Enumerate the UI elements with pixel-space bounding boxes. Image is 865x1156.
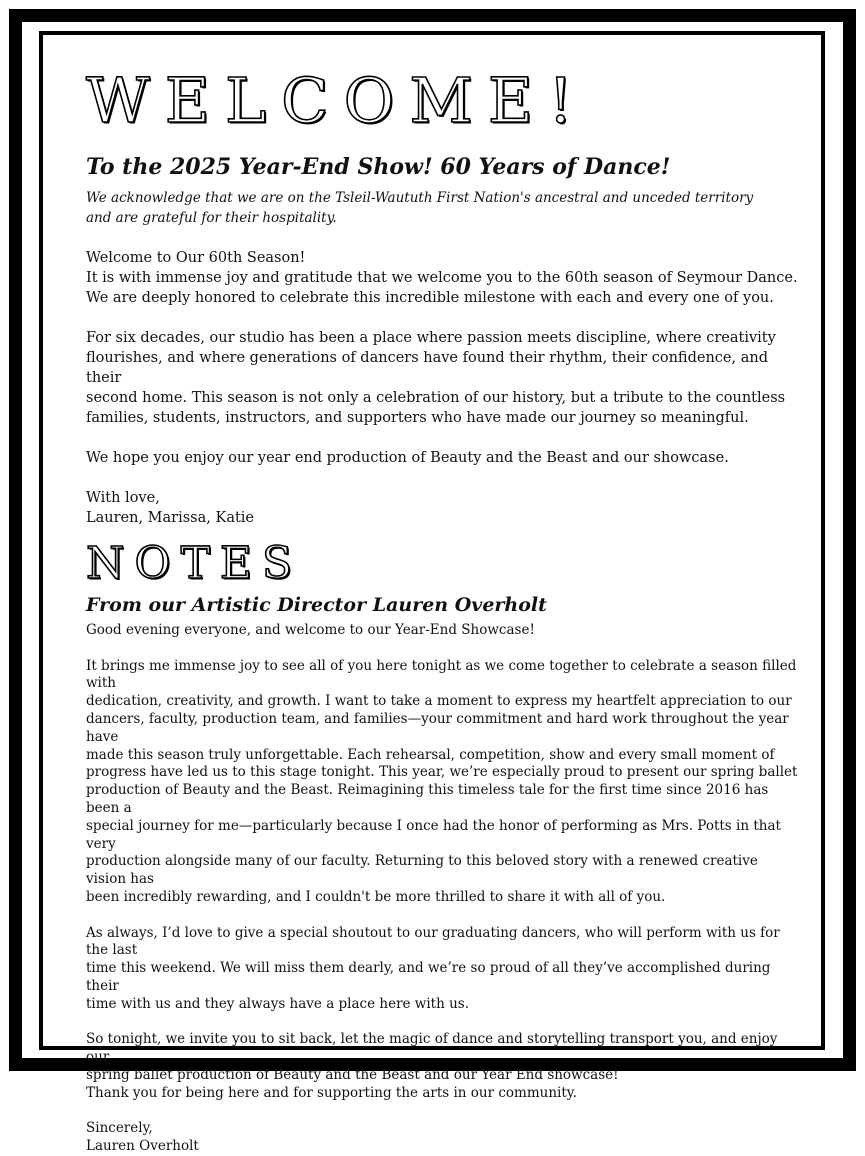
land-acknowledgement: We acknowledge that we are on the Tsleil-Waututh First Nation's ancestral and unceded territory and are grateful for their hospitality.: [86, 190, 754, 226]
page-content: [86, 64, 800, 1156]
welcome-heading: WELCOME!: [86, 64, 589, 137]
notes-heading: NOTES: [86, 538, 303, 589]
welcome-subtitle: To the 2025 Year-End Show! 60 Years of Dance!: [86, 154, 671, 180]
notes-paragraph-4: So tonight, we invite you to sit back, let the magic of dance and storytelling transport you, and enjoy our spring ballet production of Beauty and the Beast and our Year End showcase! Thank you for being here and for supporting the arts in our community.: [86, 1031, 778, 1101]
notes-signoff: Sincerely, Lauren Overholt: [86, 1120, 199, 1155]
notes-subtitle: From our Artistic Director Lauren Overholt: [86, 594, 547, 616]
notes-paragraph-2: It brings me immense joy to see all of you here tonight as we come together to celebrate a season filled with dedication, creativity, and growth. I want to take a moment to express my heartfelt appreciation to our dancers, faculty, production team, and families—your commitment and hard work throughout the year have made this season truly unforgettable. Each rehearsal, competition, show and every small moment of progress have led us to this stage tonight. This year, we’re especially proud to present our spring ballet production of Beauty and the Beast. Reimagining this timeless tale for the first time since 2016 has been a special journey for me—particularly because I once had the honor of performing as Mrs. Potts in that very production alongside many of our faculty. Returning to this beloved story with a renewed creative vision has been incredibly rewarding, and I couldn't be more thrilled to share it with all of you.: [86, 657, 798, 905]
welcome-signoff: With love, Lauren, Marissa, Katie: [86, 490, 255, 526]
welcome-paragraph-1: Welcome to Our 60th Season! It is with immense joy and gratitude that we welcome you to the 60th season of Seymour Dance. We are deeply honored to celebrate this incredible milestone with each and every one of you.: [86, 250, 798, 306]
welcome-paragraph-2: For six decades, our studio has been a place where passion meets discipline, where creativity flourishes, and where generations of dancers have found their rhythm, their confidence, and their second home. This season is not only a celebration of our history, but a tribute to the countless families, students, instructors, and supporters who have made our journey so meaningful.: [86, 330, 786, 426]
welcome-paragraph-3: We hope you enjoy our year end production of Beauty and the Beast and our showcase.: [86, 450, 729, 466]
notes-paragraph-1: Good evening everyone, and welcome to our Year-End Showcase!: [86, 622, 535, 638]
notes-paragraph-3: As always, I’d love to give a special shoutout to our graduating dancers, who will perform with us for the last time this weekend. We will miss them dearly, and we’re so proud of all they’ve accomplished during their time with us and they always have a place here with us.: [86, 924, 780, 1012]
